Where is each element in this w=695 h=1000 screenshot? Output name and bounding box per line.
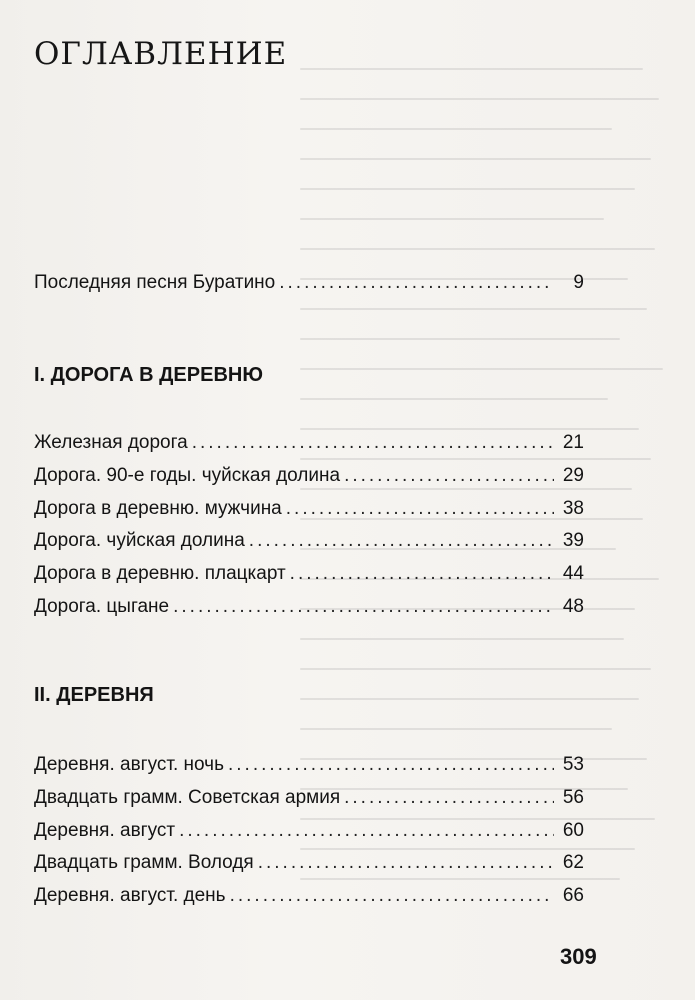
toc-entry[interactable] xyxy=(34,820,584,842)
toc-entry-page: 56 xyxy=(562,787,584,808)
toc-entry-label: Двадцать грамм. Володя xyxy=(34,852,254,873)
leader-dots xyxy=(286,498,554,520)
toc-entry-label: Дорога в деревню. плацкарт xyxy=(34,563,286,584)
toc-entry-page: 29 xyxy=(562,465,584,486)
toc-entry-page: 60 xyxy=(562,820,584,841)
leader-dots xyxy=(173,596,554,618)
page-title: ОГЛАВЛЕНИЕ xyxy=(34,36,288,72)
toc-entry-intro[interactable] xyxy=(34,272,584,294)
toc-entry[interactable] xyxy=(34,432,584,454)
toc-entry-page: 9 xyxy=(573,272,584,293)
toc-entry-label: Дорога. цыгане xyxy=(34,596,170,617)
toc-entry-page: 39 xyxy=(562,530,584,551)
leader-dots xyxy=(230,885,554,907)
toc-entry[interactable] xyxy=(34,530,584,552)
toc-entry[interactable] xyxy=(34,465,584,487)
toc-entry[interactable] xyxy=(34,787,584,809)
toc-entry-page: 44 xyxy=(562,563,584,584)
toc-entry[interactable] xyxy=(34,596,584,618)
toc-entry-label: Деревня. август. день xyxy=(34,885,226,906)
toc-entry-label: Железная дорога xyxy=(34,432,188,453)
leader-dots xyxy=(344,465,554,487)
leader-dots xyxy=(179,820,554,842)
leader-dots xyxy=(249,530,554,552)
leader-dots xyxy=(290,563,554,585)
toc-entry-label: Деревня. август. ночь xyxy=(34,754,224,775)
toc-entry[interactable] xyxy=(34,498,584,520)
toc-entry-label: Дорога в деревню. мужчина xyxy=(34,498,282,519)
toc-entry[interactable] xyxy=(34,852,584,874)
page-number: 309 xyxy=(560,944,597,969)
toc-entry-page: 66 xyxy=(562,885,584,906)
leader-dots xyxy=(228,754,554,776)
section-heading-road: I. ДОРОГА В ДЕРЕВНЮ xyxy=(34,364,263,386)
toc-entry-label: Дорога. чуйская долина xyxy=(34,530,245,551)
toc-entry-label: Двадцать грамм. Советская армия xyxy=(34,787,341,808)
leader-dots xyxy=(192,432,554,454)
toc-entry-page: 62 xyxy=(562,852,584,873)
toc-entry-page: 21 xyxy=(562,432,584,453)
toc-entry-label: Дорога. 90-е годы. чуйская долина xyxy=(34,465,341,486)
leader-dots xyxy=(258,852,554,874)
toc-entry-page: 38 xyxy=(562,498,584,519)
toc-entry-page: 53 xyxy=(562,754,584,775)
leader-dots xyxy=(279,272,554,294)
toc-entry[interactable] xyxy=(34,563,584,585)
toc-entry-label: Последняя песня Буратино xyxy=(34,272,276,293)
toc-entry[interactable] xyxy=(34,754,584,776)
leader-dots xyxy=(344,787,554,809)
toc-entry-page: 48 xyxy=(562,596,584,617)
toc-entry-label: Деревня. август xyxy=(34,820,176,841)
toc-entry[interactable] xyxy=(34,885,584,907)
section-heading-village: II. ДЕРЕВНЯ xyxy=(34,684,154,706)
